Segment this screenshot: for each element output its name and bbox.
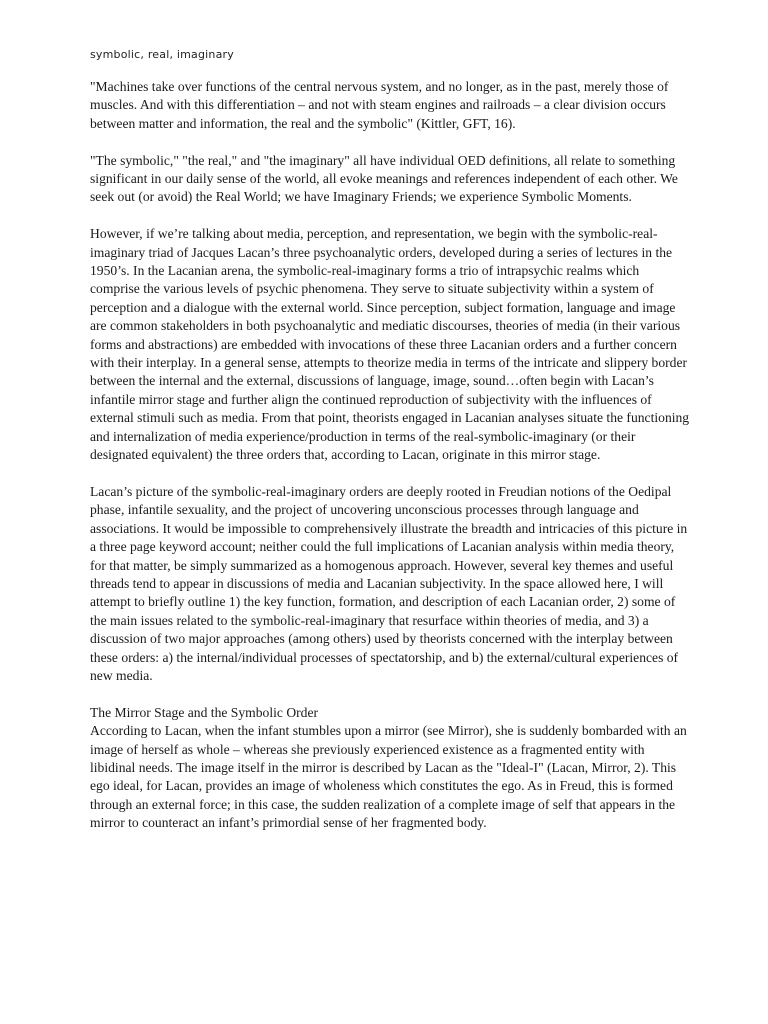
paragraph-kittler-quote: "Machines take over functions of the central nervous system, and no longer, as in the past, merely those of muscles. And with this differentiation – and not with steam engines and railroads – a clear division occurs between matter and information, the real and the symbolic" (Kittler, GFT, 16). [90, 79, 669, 131]
document-header: symbolic, real, imaginary [90, 48, 234, 61]
paragraph-mirror-stage: According to Lacan, when the infant stumbles upon a mirror (see Mirror), she is suddenly bombarded with an image of herself as whole – whereas she previously experienced existence as a fragmented entity with libidinal needs. The image itself in the mirror is described by Lacan as the "Ideal-I" (Lacan, Mirror, 2). This ego ideal, for Lacan, provides an image of wholeness which constitutes the ego. As in Freud, this is formed through an external force; in this case, the sudden realization of a complete image of self that appears in the mirror to counteract an infant’s primordial sense of her fragmented body. [90, 723, 687, 831]
document-page [90, 48, 690, 851]
paragraph-lacan-triad: However, if we’re talking about media, perception, and representation, we begin with the symbolic-real-imaginary triad of Jacques Lacan’s three psychoanalytic orders, developed during a series of lectures in the 1950’s. In the Lacanian arena, the symbolic-real-imaginary forms a trio of intrapsychic realms which comprise the various levels of psychic phenomena. They serve to situate subjectivity within a system of perception and a dialogue with the external world. Since perception, subject formation, language and image are common stakeholders in both psychoanalytic and mediatic discourses, theories of media (in their various forms and abstractions) are embedded with invocations of these three Lacanian orders and a further concern with their interplay. In a general sense, attempts to theorize media in terms of the intricate and slippery border between the internal and the external, discussions of language, image, sound…often begin with Lacan’s infantile mirror stage and further align the continued reproduction of subjectivity with the influences of external stimuli such as media. From that point, theorists engaged in Lacanian analyses situate the functioning and internalization of media experience/production in terms of the real-symbolic-imaginary (or their designated equivalent) the three orders that, according to Lacan, originate in this mirror stage. [90, 226, 690, 463]
section-heading-mirror-stage: The Mirror Stage and the Symbolic Order [90, 704, 319, 720]
paragraph-lacan-picture: Lacan’s picture of the symbolic-real-imaginary orders are deeply rooted in Freudian notions of the Oedipal phase, infantile sexuality, and the project of uncovering unconscious processes through language and associations. It would be impossible to comprehensively illustrate the breadth and intricacies of this picture in a three page keyword account; neither could the full implications of Lacanian analysis within media theory, for that matter, be simply summarized as a homogenous approach. However, several key themes and useful threads tend to appear in discussions of media and Lacanian subjectivity. In the space allowed here, I will attempt to briefly outline 1) the key function, formation, and description of each Lacanian order, 2) some of the main issues related to the symbolic-real-imaginary that resurface within theories of media, and 3) a discussion of two major approaches (among others) used by theorists concerned with the interplay between these orders: a) the internal/individual processes of spectatorship, and b) the external/cultural experiences of new media. [90, 483, 688, 683]
paragraph-definitions: "The symbolic," "the real," and "the imaginary" all have individual OED definitions, all relate to something significant in our daily sense of the world, all evoke meanings and references independent of each other. We seek out (or avoid) the Real World; we have Imaginary Friends; we experience Symbolic Moments. [90, 152, 678, 205]
